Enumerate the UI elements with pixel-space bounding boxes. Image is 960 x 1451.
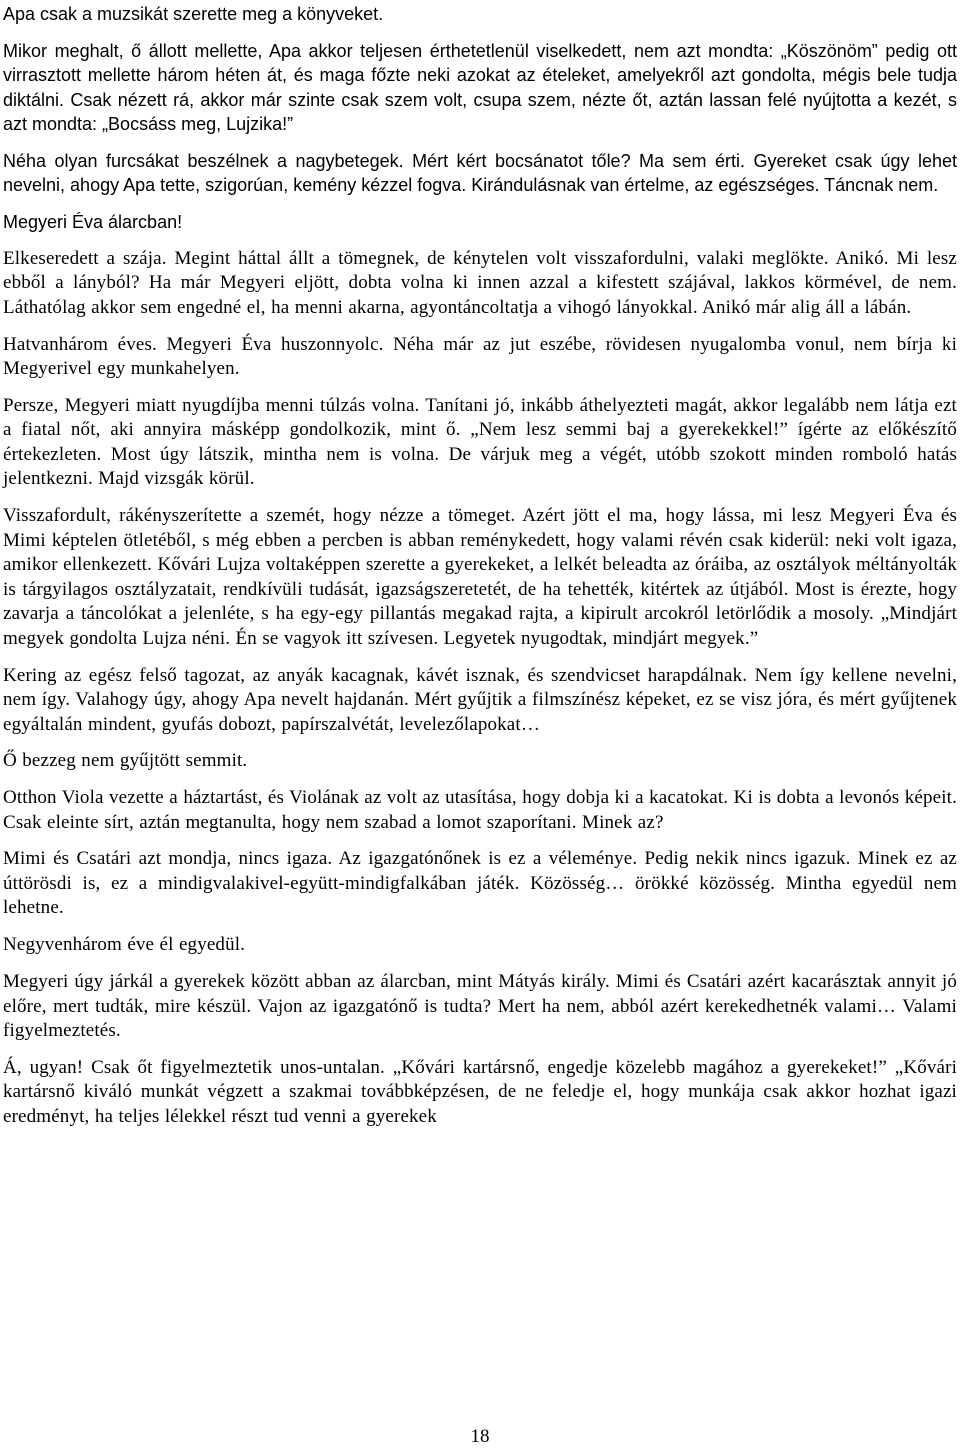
paragraph-2-part-b: Csak nézett rá, akkor már szinte csak szem volt, csupa szem, nézte őt, aztán lassan felé nyújtotta a kezét, s azt mondta: „Bocsáss meg, Lujzika!” — [3, 89, 957, 135]
paragraph-2 — [3, 39, 957, 137]
paragraph-5: Elkeseredett a szája. Megint háttal állt a tömegnek, de kénytelen volt visszafordulni, valaki meglökte. Anikó. Mi lesz ebből a lányból? Ha már Megyeri eljött, dobta volna ki innen azzal a kifestett szájával, lakkos körmével, de nem. Láthatólag akkor sem engedné el, ha menni akarna, agyontáncoltatja a vihogó lányokkal. Anikó már alig áll a lábán. — [3, 247, 957, 318]
paragraph-2-part-a: Mikor meghalt, ő állott mellette, Apa akkor teljesen érthetetlenül viselkedett, nem azt mondta: „Köszönöm” pedig ott virrasztott mellette három héten át, és maga főzte neki azokat az ételeket, amelyekről azt gondolta, mégis bele tudja diktálni. — [3, 40, 957, 110]
paragraph-1: Apa csak a muzsikát szerette meg a könyveket. — [3, 4, 384, 24]
paragraph-3: Néha olyan furcsákat beszélnek a nagybetegek. Mért kért bocsánatot tőle? Ma sem érti. Gyereket csak úgy lehet nevelni, ahogy Apa tette, szigorúan, kemény kézzel fogva. Kirándulásnak van értelme, az egészséges. Táncnak nem. — [3, 150, 957, 196]
paragraph-10: Ő bezzeg nem gyűjtött semmit. — [3, 750, 248, 772]
paragraph-11: Otthon Viola vezette a háztartást, és Violának az volt az utasítása, hogy dobja ki a kacatokat. Ki is dobta a levonós képeit. Csak eleinte sírt, aztán megtanulta, hogy nem szabad a lomot szaporítani. Minek az? — [3, 787, 957, 833]
paragraph-12: Mimi és Csatári azt mondja, nincs igaza. Az igazgatónőnek is ez a véleménye. Pedig nekik nincs igazuk. Minek ez az úttörösdi is, ez a mindigvalakivel-együtt-mindigfalkában játék. Közösség… örökké közösség. Mintha egyedül nem lehetne. — [3, 848, 957, 919]
paragraph-6: Hatvanhárom éves. Megyeri Éva huszonnyolc. Néha már az jut eszébe, rövidesen nyugalomba vonul, nem bírja ki Megyerivel egy munkahelyen. — [3, 333, 957, 380]
paragraph-14: Megyeri úgy járkál a gyerekek között abban az álarcban, mint Mátyás király. Mimi és Csatári azért kacarásztak annyit jó előre, mert tudták, mire készül. Vajon az igazgatónő is tudta? Mert ha nem, abból azért kerekedhetnék valami… Valami figyelmeztetés. — [3, 971, 957, 1042]
paragraph-8: Visszafordult, rákényszerítette a szemét, hogy nézze a tömeget. Azért jött el ma, hogy lássa, mi lesz Megyeri Éva és Mimi képtelen ötletéből, s még ebben a percben is abban reménykedett, hogy valami révén csak kiderül: neki volt igaza, amikor ellenkezett. Kővári Lujza voltaképpen szerette a gyerekeket, a lelkét beleadta az óráiba, az osztályok méltányolták is tárgyilagos osztályzatait, rendkívüli tudását, igazságszeretetét, de ha tehették, kitértek az útjából. Most is érezte, hogy zavarja a táncolókat a jelenléte, s ha egy-egy pillantás megakad rajta, a kipirult arcokról letörlődik a mosoly. „Mindjárt megyek gondolta Lujza néni. Én se vagyok itt szívesen. Legyetek nyugodtak, mindjárt megyek.” — [3, 505, 957, 649]
paragraph-9: Kering az egész felső tagozat, az anyák kacagnak, kávét isznak, és szendvicset harapdálnak. Nem így kellene nevelni, nem így. Valahogy úgy, ahogy Apa nevelt hajdanán. Mért gyűjtik a filmszínész képeket, ez se visz jóra, és mért gyűjtenek egyáltalán mindent, gyufás dobozt, papírszalvétát, levelezőlapokat… — [3, 664, 957, 735]
paragraph-15: Á, ugyan! Csak őt figyelmeztetik unos-untalan. „Kővári kartársnő, engedje közelebb magához a gyerekeket!” „Kővári kartársnő kiváló munkát végzett a szakmai továbbképzésen, de ne feledje el, hogy munkája csak akkor hozhat igazi eredményt, ha teljes lélekkel részt tud venni a gyerekek — [3, 1056, 957, 1127]
page-number: 18 — [470, 1426, 490, 1447]
body-text — [3, 2, 957, 1142]
paragraph-4: Megyeri Éva álarcban! — [3, 212, 183, 233]
paragraph-7: Persze, Megyeri miatt nyugdíjba menni túlzás volna. Tanítani jó, inkább áthelyezteti magát, akkor legalább nem látja ezt a fiatal nőt, aki annyira másképp gondolkozik, mint ő. „Nem lesz semmi baj a gyerekekkel!” ígérte az előkészítő értekezleten. Most úgy látszik, mintha nem is volna. De várjuk meg a végét, utóbb szokott minden romboló hatás jelentkezni. Majd vizsgák körül. — [3, 394, 957, 490]
paragraph-13: Negyvenhárom éve él egyedül. — [3, 934, 246, 956]
